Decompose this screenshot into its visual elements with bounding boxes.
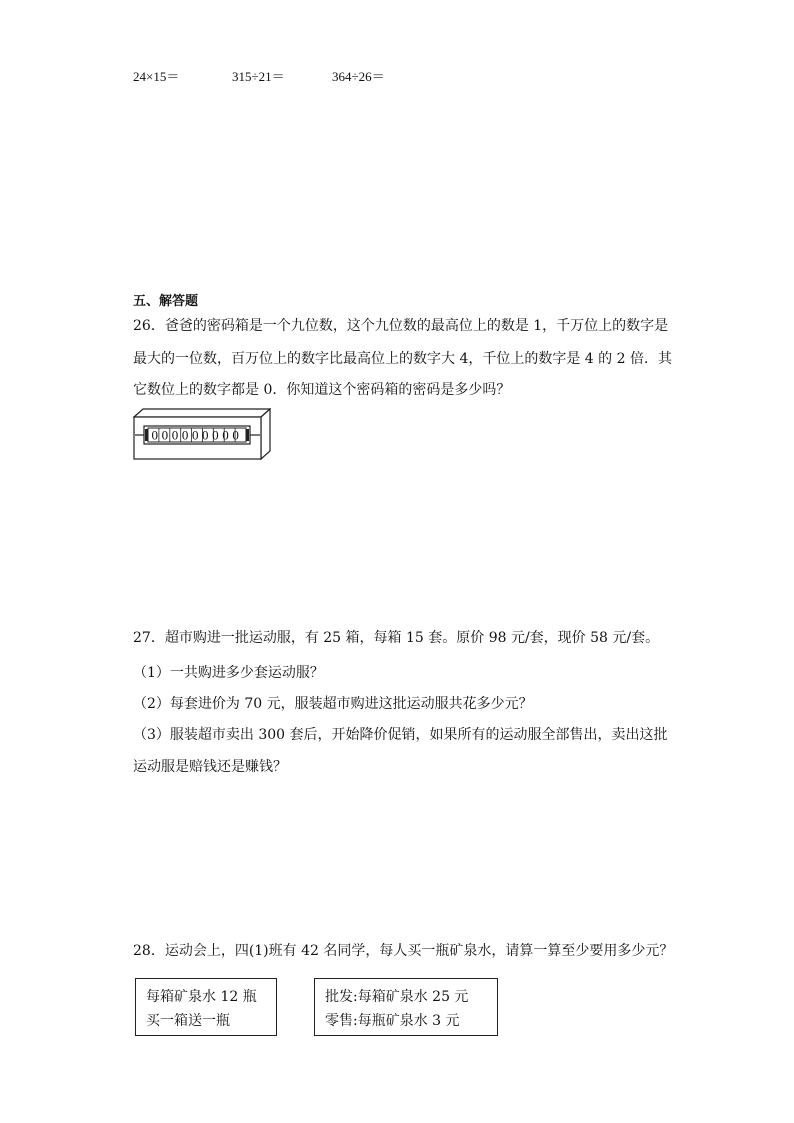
- combination-lock-illustration: [133, 408, 271, 460]
- price-box: [314, 978, 498, 1036]
- calc-item-3: 364÷26＝: [332, 69, 385, 84]
- q27-sub-2: （2）每套进价为 70 元，服装超市购进这批运动服共花多少元？: [133, 696, 533, 712]
- promo-box-line-1: 每箱矿泉水 12 瓶: [146, 989, 257, 1005]
- calc-item-2: 315÷21＝: [232, 69, 285, 84]
- calc-item-1: 24×15＝: [133, 69, 180, 84]
- section-title: 五、解答题: [133, 294, 199, 309]
- price-box-line-2: 零售:每瓶矿泉水 3 元: [325, 1013, 460, 1029]
- price-box-line-1: 批发:每箱矿泉水 25 元: [325, 989, 469, 1005]
- q26-line-3: 它数位上的数字都是 0．你知道这个密码箱的密码是多少吗？: [133, 382, 511, 398]
- q26-line-2: 最大的一位数，百万位上的数字比最高位上的数字大 4，千位上的数字是 4 的 2 倍．其: [133, 351, 672, 367]
- q27-sub-3-line-1: （3）服装超市卖出 300 套后，开始降价促销，如果所有的运动服全部售出，卖出这批: [133, 727, 668, 743]
- promo-box: [135, 978, 277, 1036]
- q27-sub-3-line-2: 运动服是赔钱还是赚钱？: [133, 759, 287, 775]
- q26-line-1: 26．爸爸的密码箱是一个九位数，这个九位数的最高位上的数是 1，千万位上的数字是: [133, 318, 669, 334]
- q27-stem: 27．超市购进一批运动服，有 25 箱，每箱 15 套。原价 98 元/套，现价 58 元/套。: [133, 630, 660, 646]
- q27-sub-1: （1）一共购进多少套运动服？: [133, 665, 324, 681]
- q28-stem: 28．运动会上，四(1)班有 42 名同学，每人买一瓶矿泉水，请算一算至少要用多少元？: [133, 943, 674, 959]
- promo-box-line-2: 买一箱送一瓶: [146, 1013, 230, 1029]
- lock-digits: 000000000: [151, 427, 243, 443]
